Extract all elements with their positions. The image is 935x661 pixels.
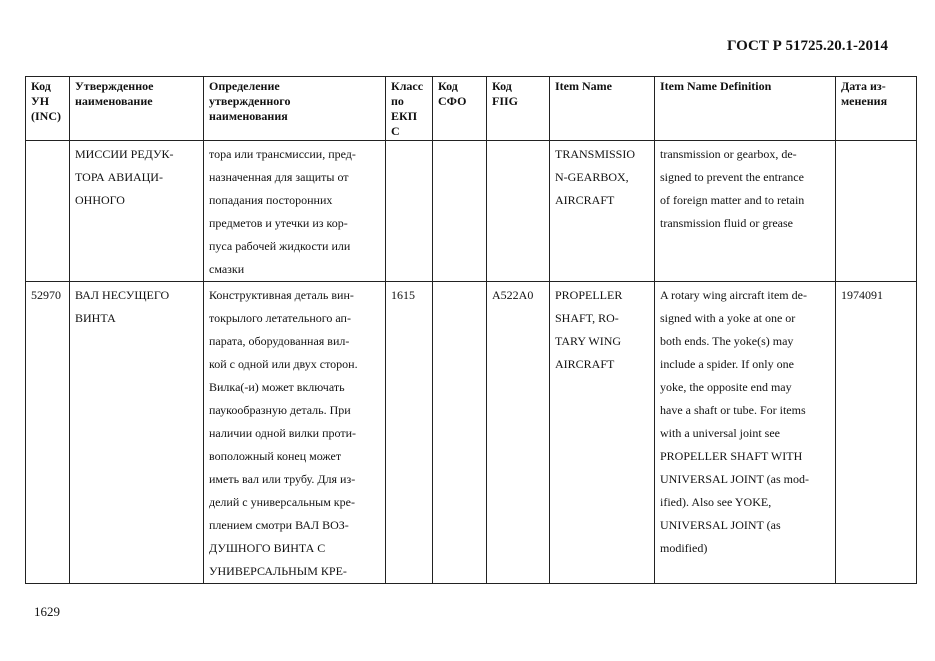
cell-text-line: ОННОГО (75, 193, 125, 207)
table-cell (433, 282, 487, 584)
page-number: 1629 (34, 604, 60, 619)
cell-text-line: transmission fluid or grease (660, 216, 793, 230)
cell-text-line: AIRCRAFT (555, 193, 615, 207)
column-header (836, 77, 917, 141)
header-text-line: Определение (209, 79, 280, 93)
table-cell (70, 282, 204, 584)
cell-text-line: UNIVERSAL JOINT (as mod- (660, 472, 809, 486)
header-text-line: Код (492, 79, 512, 93)
cell-text-line: наличии одной вилки проти- (209, 426, 356, 440)
header-text-line: (INC) (31, 109, 61, 123)
cell-text-line: УНИВЕРСАЛЬНЫМ КРЕ- (209, 564, 347, 578)
standard-designation: ГОСТ Р 51725.20.1-2014 (726, 38, 888, 54)
header-text-line: С (391, 124, 400, 138)
column-header (204, 77, 386, 141)
header-text-line: по (391, 94, 404, 108)
cell-text-line: плением смотри ВАЛ ВОЗ- (209, 518, 349, 532)
cell-text-line: SHAFT, RO- (555, 311, 619, 325)
cell-text-line: UNIVERSAL JOINT (as (660, 518, 781, 532)
cell-text-line: with a universal joint see (660, 426, 780, 440)
cell-text-line: пуса рабочей жидкости или (209, 239, 351, 253)
cell-text-line: ВАЛ НЕСУЩЕГО (75, 288, 170, 302)
cell-text-line: ified). Also see YOKE, (660, 495, 772, 509)
cell-text-line: парата, оборудованная вил- (209, 334, 350, 348)
cell-text-line: кой с одной или двух сторон. (209, 357, 358, 371)
table-cell (487, 282, 550, 584)
cell-text-line: PROPELLER (555, 288, 623, 302)
column-header (386, 77, 433, 141)
cell-text-line: иметь вал или трубу. Для из- (209, 472, 356, 486)
table-cell (70, 141, 204, 282)
header-text-line: Код (438, 79, 458, 93)
cell-text-line: ВИНТА (75, 311, 116, 325)
header-text-line: утвержденного (209, 94, 291, 108)
cell-text-line: AIRCRAFT (555, 357, 615, 371)
cell-text-line: Вилка(-и) может включать (209, 380, 345, 394)
cell-text-line: 1615 (391, 288, 415, 302)
cell-text-line: modified) (660, 541, 708, 555)
column-header (433, 77, 487, 141)
table-cell (655, 141, 836, 282)
catalog-table (25, 76, 917, 584)
cell-text-line: of foreign matter and to retain (660, 193, 805, 207)
table-cell (487, 141, 550, 282)
header-text-line: наименования (209, 109, 288, 123)
cell-text-line: ТОРА АВИАЦИ- (75, 170, 163, 184)
cell-text-line: тора или трансмиссии, пред- (209, 147, 356, 161)
table-cell (26, 282, 70, 584)
column-header (26, 77, 70, 141)
table-cell (836, 141, 917, 282)
cell-text-line: A rotary wing aircraft item de- (660, 288, 807, 302)
column-header (70, 77, 204, 141)
column-header (550, 77, 655, 141)
cell-text-line: signed with a yoke at one or (660, 311, 796, 325)
cell-text-line: 1974091 (841, 288, 883, 302)
column-header (487, 77, 550, 141)
cell-text-line: both ends. The yoke(s) may (660, 334, 794, 348)
cell-text-line: предметов и утечки из кор- (209, 216, 348, 230)
table-body (26, 141, 917, 584)
table-cell (386, 141, 433, 282)
cell-text-line: transmission or gearbox, de- (660, 147, 797, 161)
table-cell (550, 141, 655, 282)
cell-text-line: Конструктивная деталь вин- (209, 288, 354, 302)
cell-text-line: TRANSMISSIO (555, 147, 636, 161)
column-header (655, 77, 836, 141)
cell-text-line: signed to prevent the entrance (660, 170, 804, 184)
header-text-line: Дата из- (841, 79, 886, 93)
table-row (26, 282, 917, 584)
cell-text-line: PROPELLER SHAFT WITH (660, 449, 803, 463)
cell-text-line: смазки (209, 262, 245, 276)
header-text-line: Код (31, 79, 51, 93)
cell-text-line: include a spider. If only one (660, 357, 794, 371)
table-cell (836, 282, 917, 584)
cell-text-line: TARY WING (555, 334, 622, 348)
table-cell (204, 282, 386, 584)
cell-text-line: N-GEARBOX, (555, 170, 629, 184)
cell-text-line: токрылого летательного ап- (209, 311, 351, 325)
cell-text-line: ДУШНОГО ВИНТА С (209, 541, 326, 555)
cell-text-line: A522A0 (492, 288, 534, 302)
header-text-line: Утвержденное (75, 79, 154, 93)
header-text-line: менения (841, 94, 888, 108)
header-text-line: наименование (75, 94, 153, 108)
cell-text-line: попадания посторонних (209, 193, 333, 207)
cell-text-line: МИССИИ РЕДУК- (75, 147, 174, 161)
cell-text-line: have a shaft or tube. For items (660, 403, 806, 417)
table-cell (204, 141, 386, 282)
header-text-line: СФО (438, 94, 467, 108)
header-text-line: Item Name (555, 79, 612, 93)
table-cell (386, 282, 433, 584)
header-text-line: Класс (391, 79, 424, 93)
table-row (26, 141, 917, 282)
cell-text-line: назначенная для защиты от (209, 170, 349, 184)
header-text-line: Item Name Definition (660, 79, 772, 93)
header-text-line: УН (31, 94, 50, 108)
table-cell (433, 141, 487, 282)
cell-text-line: паукообразную деталь. При (209, 403, 351, 417)
cell-text-line: 52970 (31, 288, 61, 302)
table-cell (26, 141, 70, 282)
table-cell (550, 282, 655, 584)
header-text-line: ЕКП (391, 109, 418, 123)
table-cell (655, 282, 836, 584)
cell-text-line: воположный конец может (209, 449, 342, 463)
cell-text-line: yoke, the opposite end may (660, 380, 792, 394)
header-text-line: FIIG (492, 94, 519, 108)
cell-text-line: делий с универсальным кре- (209, 495, 355, 509)
table-header (26, 77, 917, 141)
